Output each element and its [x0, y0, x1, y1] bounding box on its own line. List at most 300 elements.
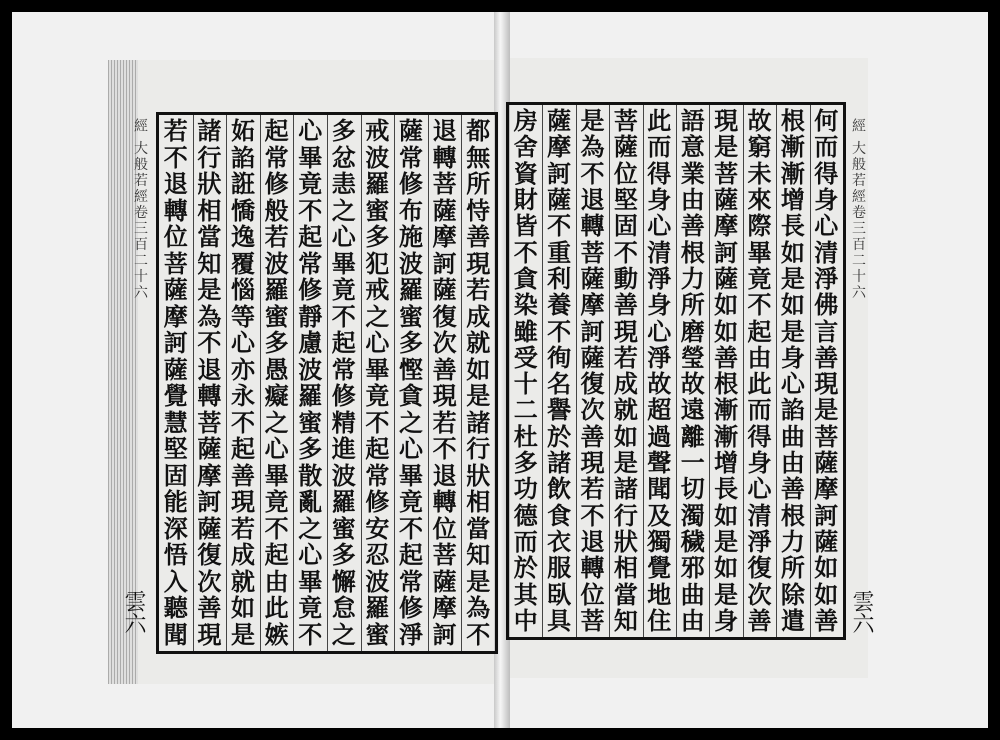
- character: 堅: [613, 184, 638, 214]
- character: 薩: [432, 195, 457, 225]
- character: 名: [547, 369, 572, 399]
- character: 忍: [365, 540, 390, 570]
- character: 善: [814, 605, 839, 635]
- character: 譽: [547, 395, 572, 425]
- character: 若: [432, 407, 457, 437]
- character: 由: [680, 184, 705, 214]
- character: 心: [780, 369, 805, 399]
- character: 摩: [714, 211, 739, 241]
- character: 波: [398, 248, 423, 278]
- character: 畢: [747, 237, 772, 267]
- character: 不: [398, 513, 423, 543]
- column-rule: [260, 115, 261, 651]
- column-rule: [676, 105, 677, 637]
- character: 訶: [714, 237, 739, 267]
- character: 行: [613, 500, 638, 530]
- column-rule: [428, 115, 429, 651]
- character: 常: [264, 142, 289, 172]
- character: 心: [264, 434, 289, 464]
- character: 如: [466, 354, 491, 384]
- character: 慮: [298, 328, 323, 358]
- character: 亦: [230, 354, 255, 384]
- character: 相: [613, 553, 638, 583]
- character: 恚: [331, 169, 356, 199]
- character: 行: [197, 142, 222, 172]
- character: 都: [466, 116, 491, 145]
- character: 次: [432, 328, 457, 358]
- column-rule: [327, 115, 328, 651]
- character: 不: [432, 434, 457, 464]
- character: 於: [513, 553, 538, 583]
- character: 言: [814, 316, 839, 346]
- character: 羅: [398, 275, 423, 305]
- character: 復: [580, 369, 605, 399]
- character: 切: [680, 474, 705, 504]
- character: 若: [163, 116, 188, 145]
- character: 訶: [580, 316, 605, 346]
- character: 當: [613, 579, 638, 609]
- character: 就: [230, 566, 255, 596]
- character: 深: [163, 513, 188, 543]
- character: 衣: [547, 527, 572, 556]
- character: 意: [680, 132, 705, 162]
- character: 清: [747, 500, 772, 530]
- right-column-7: [609, 105, 642, 637]
- character: 次: [197, 566, 222, 596]
- left-column-4: [361, 115, 395, 651]
- character: 薩: [714, 263, 739, 293]
- right-column-2: [776, 105, 809, 637]
- character: 不: [163, 142, 188, 172]
- left-column-10: [159, 115, 193, 651]
- character: 是: [714, 527, 739, 556]
- character: 薩: [197, 513, 222, 543]
- character: 蜜: [398, 301, 423, 331]
- character: 無: [466, 142, 491, 172]
- character: 羅: [365, 593, 390, 623]
- character: 是: [780, 263, 805, 293]
- character: 力: [780, 527, 805, 556]
- character: 布: [398, 195, 423, 225]
- character: 磨: [680, 316, 705, 346]
- character: 癡: [264, 381, 289, 411]
- character: 怠: [331, 593, 356, 623]
- character: 由: [680, 605, 705, 635]
- character: 成: [466, 301, 491, 331]
- character: 曲: [680, 579, 705, 609]
- character: 由: [780, 448, 805, 478]
- character: 誑: [230, 169, 255, 199]
- character: 諂: [780, 395, 805, 425]
- character: 是: [197, 275, 222, 305]
- character: 現: [466, 248, 491, 278]
- character: 現: [580, 448, 605, 478]
- character: 身: [780, 342, 805, 372]
- character: 戒: [365, 116, 390, 145]
- character: 蜜: [365, 195, 390, 225]
- character: 根: [780, 500, 805, 530]
- character: 若: [580, 474, 605, 504]
- character: 就: [466, 328, 491, 358]
- character: 多: [331, 116, 356, 145]
- character: 諂: [230, 142, 255, 172]
- character: 竟: [264, 487, 289, 517]
- character: 不: [513, 237, 538, 267]
- character: 摩: [432, 593, 457, 623]
- character: 善: [714, 342, 739, 372]
- character: 多: [264, 328, 289, 358]
- character: 固: [613, 211, 638, 241]
- character: 功: [513, 474, 538, 504]
- character: 多: [398, 328, 423, 358]
- character: 位: [613, 158, 638, 188]
- character: 不: [547, 316, 572, 346]
- character: 當: [197, 222, 222, 252]
- character: 靜: [298, 301, 323, 331]
- character: 摩: [163, 301, 188, 331]
- character: 成: [230, 540, 255, 570]
- character: 諸: [466, 407, 491, 437]
- character: 之: [331, 619, 356, 649]
- character: 善: [814, 342, 839, 372]
- character: 波: [365, 142, 390, 172]
- character: 堅: [163, 434, 188, 464]
- character: 亂: [298, 487, 323, 517]
- character: 而: [513, 527, 538, 556]
- character: 菩: [613, 106, 638, 135]
- character: 瑩: [680, 342, 705, 372]
- left-margin-title: 經 大般若經卷三百二十六: [132, 118, 148, 301]
- character: 慧: [163, 407, 188, 437]
- character: 退: [432, 116, 457, 145]
- right-column-8: [576, 105, 609, 637]
- character: 就: [613, 395, 638, 425]
- character: 狀: [466, 460, 491, 490]
- character: 復: [747, 553, 772, 583]
- character: 覺: [163, 381, 188, 411]
- character: 般: [264, 195, 289, 225]
- character: 菩: [580, 605, 605, 635]
- character: 不: [613, 237, 638, 267]
- character: 波: [264, 248, 289, 278]
- character: 薩: [814, 527, 839, 556]
- character: 相: [197, 195, 222, 225]
- character: 菩: [580, 237, 605, 267]
- character: 畢: [398, 460, 423, 490]
- character: 蜜: [298, 407, 323, 437]
- character: 心: [398, 434, 423, 464]
- right-column-9: [542, 105, 575, 637]
- character: 波: [365, 566, 390, 596]
- character: 起: [331, 328, 356, 358]
- character: 如: [714, 553, 739, 583]
- character: 不: [298, 195, 323, 225]
- character: 菩: [714, 158, 739, 188]
- character: 羅: [264, 275, 289, 305]
- character: 悟: [163, 540, 188, 570]
- character: 聞: [163, 619, 188, 649]
- character: 等: [230, 301, 255, 331]
- character: 如: [814, 553, 839, 583]
- character: 善: [680, 211, 705, 241]
- character: 之: [298, 513, 323, 543]
- character: 離: [680, 421, 705, 451]
- character: 羅: [365, 169, 390, 199]
- character: 不: [466, 619, 491, 649]
- character: 除: [780, 579, 805, 609]
- character: 窮: [747, 132, 772, 162]
- right-column-10: [509, 105, 542, 637]
- character: 起: [365, 434, 390, 464]
- character: 修: [331, 381, 356, 411]
- character: 畢: [298, 566, 323, 596]
- left-column-2: [428, 115, 462, 651]
- character: 此: [647, 106, 672, 135]
- character: 多: [365, 222, 390, 252]
- character: 資: [513, 158, 538, 188]
- character: 善: [747, 605, 772, 635]
- character: 摩: [197, 460, 222, 490]
- character: 嫉: [264, 619, 289, 649]
- character: 善: [613, 290, 638, 320]
- left-column-9: [193, 115, 227, 651]
- character: 佛: [814, 290, 839, 320]
- character: 相: [466, 487, 491, 517]
- character: 之: [331, 195, 356, 225]
- character: 薩: [714, 184, 739, 214]
- character: 若: [613, 342, 638, 372]
- character: 多: [298, 434, 323, 464]
- character: 淨: [814, 263, 839, 293]
- character: 過: [647, 421, 672, 451]
- character: 犯: [365, 248, 390, 278]
- character: 所: [780, 553, 805, 583]
- character: 貪: [513, 263, 538, 293]
- left-column-3: [394, 115, 428, 651]
- character: 如: [714, 500, 739, 530]
- character: 濁: [680, 500, 705, 530]
- right-column-4: [709, 105, 742, 637]
- character: 現: [814, 369, 839, 399]
- character: 恃: [466, 195, 491, 225]
- character: 身: [747, 448, 772, 478]
- character: 起: [264, 116, 289, 145]
- character: 受: [513, 342, 538, 372]
- character: 退: [580, 184, 605, 214]
- character: 心: [365, 328, 390, 358]
- character: 薩: [580, 342, 605, 372]
- character: 知: [613, 605, 638, 635]
- character: 善: [580, 421, 605, 451]
- character: 修: [398, 593, 423, 623]
- character: 如: [714, 316, 739, 346]
- character: 利: [547, 263, 572, 293]
- character: 漸: [780, 132, 805, 162]
- left-column-8: [226, 115, 260, 651]
- character: 聞: [647, 474, 672, 504]
- character: 覺: [647, 553, 672, 583]
- character: 是: [466, 566, 491, 596]
- character: 摩: [432, 222, 457, 252]
- character: 善: [466, 222, 491, 252]
- column-rule: [293, 115, 294, 651]
- character: 心: [747, 474, 772, 504]
- character: 精: [331, 407, 356, 437]
- character: 清: [814, 237, 839, 267]
- character: 所: [680, 290, 705, 320]
- character: 際: [747, 211, 772, 241]
- character: 是: [580, 106, 605, 135]
- character: 心: [298, 116, 323, 145]
- character: 起: [398, 540, 423, 570]
- character: 飲: [547, 474, 572, 504]
- character: 若: [466, 275, 491, 305]
- column-rule: [193, 115, 194, 651]
- character: 薩: [432, 275, 457, 305]
- character: 而: [747, 395, 772, 425]
- character: 來: [747, 184, 772, 214]
- character: 摩: [814, 474, 839, 504]
- character: 之: [365, 301, 390, 331]
- character: 多: [513, 448, 538, 478]
- character: 不: [331, 301, 356, 331]
- character: 根: [714, 369, 739, 399]
- character: 不: [264, 513, 289, 543]
- character: 得: [647, 158, 672, 188]
- character: 若: [264, 222, 289, 252]
- character: 住: [647, 605, 672, 635]
- character: 妬: [230, 116, 255, 145]
- character: 養: [547, 290, 572, 320]
- character: 具: [547, 605, 572, 635]
- character: 動: [613, 263, 638, 293]
- character: 故: [680, 369, 705, 399]
- character: 復: [432, 301, 457, 331]
- character: 薩: [432, 566, 457, 596]
- column-rule: [709, 105, 710, 637]
- character: 波: [331, 460, 356, 490]
- character: 轉: [432, 142, 457, 172]
- character: 能: [163, 487, 188, 517]
- character: 薩: [398, 116, 423, 145]
- character: 漸: [780, 158, 805, 188]
- character: 轉: [163, 195, 188, 225]
- character: 羅: [331, 487, 356, 517]
- column-rule: [643, 105, 644, 637]
- character: 菩: [432, 169, 457, 199]
- character: 常: [398, 142, 423, 172]
- left-page-mark: 雲六: [121, 590, 146, 634]
- character: 力: [680, 263, 705, 293]
- character: 竟: [365, 381, 390, 411]
- left-column-7: [260, 115, 294, 651]
- character: 竟: [298, 169, 323, 199]
- left-text-block: [156, 112, 498, 654]
- character: 訶: [197, 487, 222, 517]
- character: 羅: [298, 381, 323, 411]
- right-column-6: [643, 105, 676, 637]
- character: 是: [230, 619, 255, 649]
- character: 為: [197, 301, 222, 331]
- character: 薩: [814, 448, 839, 478]
- character: 不: [580, 158, 605, 188]
- character: 心: [647, 211, 672, 241]
- character: 一: [680, 448, 705, 478]
- character: 遠: [680, 395, 705, 425]
- character: 復: [197, 540, 222, 570]
- character: 貪: [398, 381, 423, 411]
- character: 遣: [780, 605, 805, 635]
- character: 善: [432, 354, 457, 384]
- character: 位: [163, 222, 188, 252]
- character: 重: [547, 237, 572, 267]
- character: 身: [647, 184, 672, 214]
- character: 惱: [230, 275, 255, 305]
- column-rule: [609, 105, 610, 637]
- character: 常: [365, 460, 390, 490]
- character: 漸: [714, 395, 739, 425]
- character: 房: [513, 106, 538, 135]
- character: 菩: [432, 540, 457, 570]
- character: 是: [613, 448, 638, 478]
- character: 行: [466, 434, 491, 464]
- character: 如: [780, 237, 805, 267]
- character: 徇: [547, 342, 572, 372]
- character: 何: [814, 106, 839, 135]
- character: 如: [613, 421, 638, 451]
- character: 為: [580, 132, 605, 162]
- character: 懈: [331, 566, 356, 596]
- character: 長: [780, 211, 805, 241]
- column-rule: [461, 115, 462, 651]
- character: 淨: [647, 263, 672, 293]
- character: 菩: [814, 421, 839, 451]
- character: 不: [298, 619, 323, 649]
- character: 轉: [580, 553, 605, 583]
- character: 菩: [197, 407, 222, 437]
- character: 臥: [547, 579, 572, 609]
- character: 為: [466, 593, 491, 623]
- character: 進: [331, 434, 356, 464]
- character: 是: [814, 395, 839, 425]
- character: 退: [580, 527, 605, 556]
- character: 未: [747, 158, 772, 188]
- character: 轉: [197, 381, 222, 411]
- character: 如: [230, 593, 255, 623]
- character: 成: [613, 369, 638, 399]
- character: 竟: [331, 275, 356, 305]
- character: 增: [714, 448, 739, 478]
- character: 訶: [432, 619, 457, 649]
- character: 修: [298, 275, 323, 305]
- column-rule: [394, 115, 395, 651]
- column-rule: [542, 105, 543, 637]
- character: 心: [331, 222, 356, 252]
- character: 訶: [163, 328, 188, 358]
- character: 固: [163, 460, 188, 490]
- right-column-3: [743, 105, 776, 637]
- character: 現: [613, 316, 638, 346]
- character: 常: [298, 248, 323, 278]
- right-column-1: [810, 105, 843, 637]
- character: 起: [230, 434, 255, 464]
- character: 是: [714, 132, 739, 162]
- character: 不: [197, 328, 222, 358]
- character: 逸: [230, 222, 255, 252]
- character: 薩: [163, 275, 188, 305]
- character: 位: [580, 579, 605, 609]
- character: 竟: [398, 487, 423, 517]
